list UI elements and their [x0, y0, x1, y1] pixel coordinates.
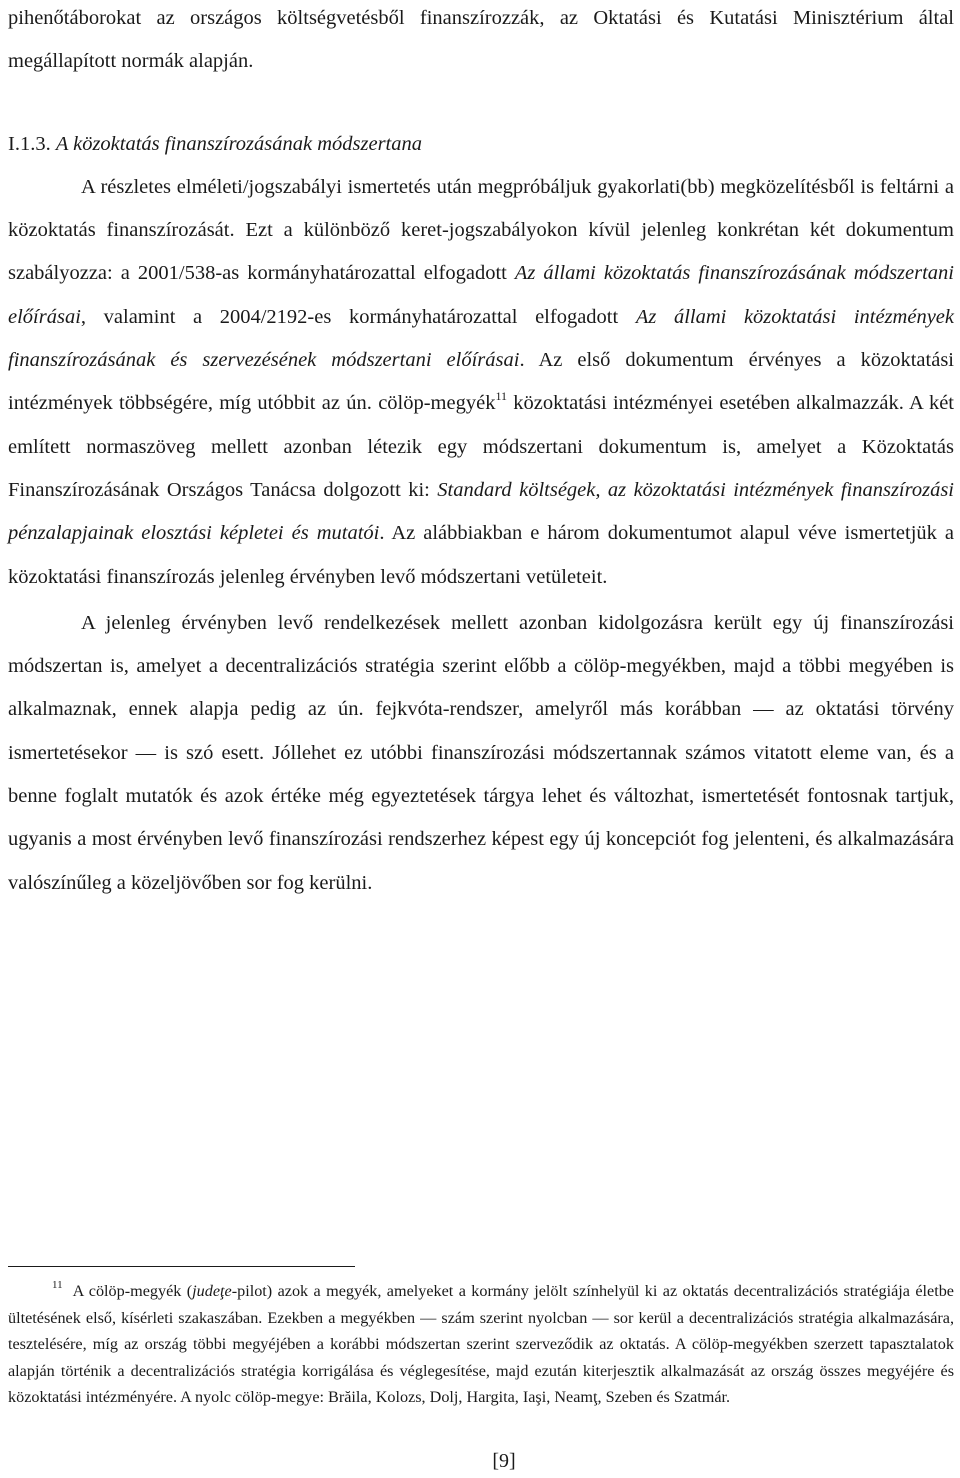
document-title-italic: Az állami közoktatási intézmények finanszírozásának és szervezésének módszertani előírásai	[8, 305, 954, 372]
body-paragraph-2: A jelenleg érvényben levő rendelkezések mellett azonban kidolgozásra került egy új finanszírozási módszertan is, amelyet a decentralizációs stratégia szerint előbb a cölöp-megyékben, majd a többi megyében is alkalmaznak, ennek alapja pedig az ún. fejkvóta-rendszer, amelyről más korábban — az oktatási törvény ismertetésekor — is szó esett. Jóllehet ez utóbbi finanszírozási módszertannak számos vitatott eleme van, és a benne foglalt mutatók és azok értéke még egyeztetések tárgya lehet és változhat, ismertetését fontosnak tartjuk, ugyanis a most érvényben levő finanszírozási rendszerhez képest egy új koncepciót fog jelenteni, és alkalmazására valószínűleg a közeljövőben sor fog kerülni.	[8, 611, 954, 894]
document-page	[8, 0, 954, 905]
paragraph-text: , valamint a 2004/2192-es kormányhatározattal elfogadott	[80, 305, 636, 328]
section-number: I.1.3.	[8, 132, 51, 155]
paragraph-text: . Az első dokumentum érvényes a közoktatási intézmények többségére, míg utóbbit az ún. cölöp-megyék	[8, 349, 954, 415]
intro-paragraph: pihenőtáborokat az országos költségvetésből finanszírozzák, az Oktatási és Kutatási Minisztérium által megállapított normák alapján.	[8, 7, 954, 73]
footnote-reference[interactable]: 11	[495, 389, 508, 404]
paragraph-text: A részletes elméleti/jogszabályi ismertetés után megpróbáljuk gyakorlati(bb) megközelítésből is feltárni a közoktatás finanszírozását. Ezt a különböző keret-jogszabályokon kívül jelenleg konkrétan két dokumentum szabályozza: a 2001/538-as kormányhatározattal elfogadott	[8, 175, 954, 285]
section-title: A közoktatás finanszírozásának módszertana	[55, 132, 422, 155]
paragraph-text: közoktatási intézményei esetében alkalmazzák. A két említett normaszöveg mellett azonban létezik egy módszertani dokumentum is, amelyet a Közoktatás Finanszírozásának Országos Tanácsa dolgozott ki:	[8, 392, 954, 501]
footnote-text: -pilot) azok a megyék, amelyeket a kormány jelölt színhelyül ki az oktatás decentralizációs stratégiája életbe ültetésének első, kísérleti szakaszában. Ezekben a megyékben — szám szerint nyolcban — sor kerül a decentralizációs stratégia alkalmazására, tesztelésére, míg az ország többi megyéjében a korábbi módszertan szerint szerveződik az oktatás. A cölöp-megyékben szerzett tapasztalatok alapján történik a decentralizációs stratégia korrigálása és véglegesítése, majd ezután kiterjesztik alkalmazását az ország összes megyéjére és közoktatási intézményére. A nyolc cölöp-megye: Brăila, Kolozs, Dolj, Hargita, Iaşi, Neamţ, Szeben és Szatmár.	[8, 1282, 954, 1407]
footnote	[8, 1278, 954, 1411]
paragraph-text: . Az alábbiakban e három dokumentumot alapul véve ismertetjük a közoktatási finanszírozás jelenleg érvényben levő módszertani vetületeit.	[8, 522, 954, 588]
page-number: [9]	[492, 1450, 516, 1472]
footnote-separator	[8, 1266, 355, 1267]
document-title-italic: Standard költségek, az közoktatási intézmények finanszírozási pénzalapjainak elosztási képletei és mutatói	[8, 478, 954, 545]
footnote-text: A cölöp-megyék (	[72, 1282, 193, 1300]
footnote-mark: 11	[52, 1279, 63, 1291]
document-title-italic: Az állami közoktatás finanszírozásának módszertani előírásai	[8, 262, 955, 328]
section-heading	[8, 123, 954, 166]
footnote-italic-term: judeţe	[192, 1282, 232, 1300]
body-paragraph-1	[8, 166, 954, 599]
